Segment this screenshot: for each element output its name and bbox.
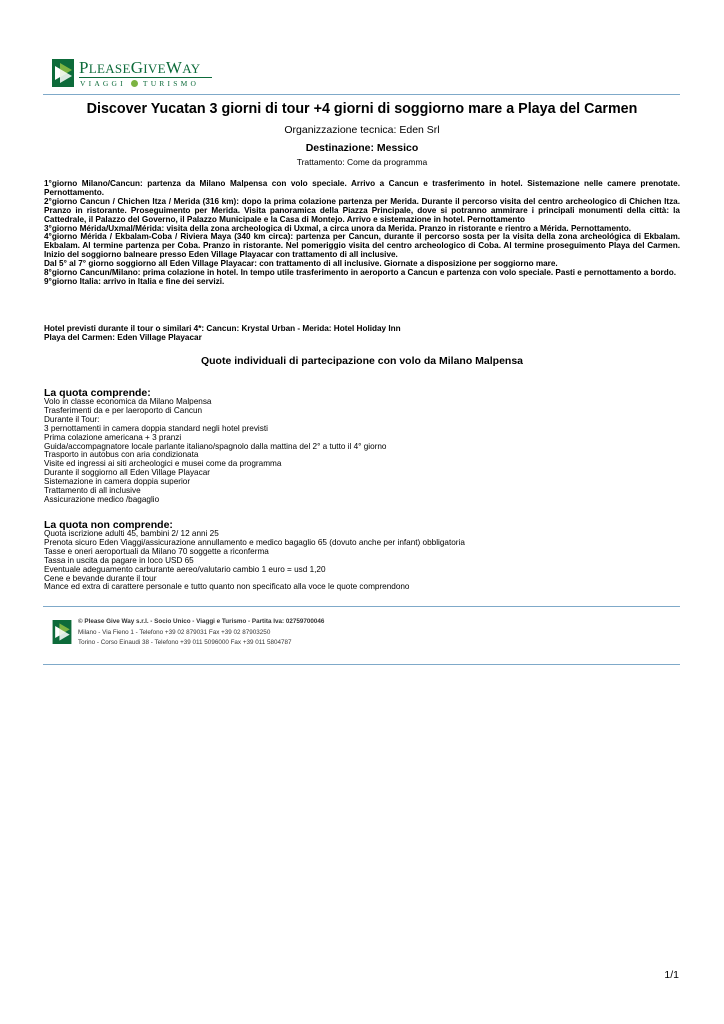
logo-mark-icon [52,59,74,87]
list-item: Prenota sicuro Eden Viaggi/assicurazione annullamento e medico bagaglio 65 (dovuto anche per infant) obbligatoria [44,537,465,547]
list-item: Durante il Tour: [44,414,100,424]
footer-text [78,617,324,649]
footer-company: © Please Give Way s.r.l. - Socio Unico - Viaggi e Turismo - Partita Iva: 02759700046 [78,618,325,625]
list-item: Volo in classe economica da Milano Malpensa [44,397,212,406]
itinerary-day-4: 4°giorno Mérida / Ekbalam-Coba / Riviera Maya (340 km circa): partenza per Cancun, durante il percorso sosta per la visita della zona archeológica di Ekbalam. Ekbalam. Al termine partenza per Coba. Pranzo in ristorante. Nel pomeriggio visita del centro archeologico di Coba. Al termine proseguimento Playa del Carmen. Inizio del soggiorno balneare presso Eden Village Playacar con trattamento di all inclusive. [44,232,680,260]
list-item: Quota iscrizione adulti 45, bambini 2/ 12 anni 25 [44,529,219,538]
list-item: Durante il soggiorno all Eden Village Playacar [44,468,210,478]
itinerary-day-3: 3°giorno Mérida/Uxmal/Mérida: visita della zona archeologica di Uxmal, a circa unora da Merida. Pranzo in ristorante e rientro a Mérida. Pernottamento. [44,223,632,233]
quote-title: Quote individuali di partecipazione con volo da Milano Malpensa [200,355,524,367]
comprende-heading: La quota comprende: [44,387,151,399]
footer-divider-bottom [43,664,680,665]
non-comprende-list [44,530,684,592]
itinerary-day-9: 9°giorno Italia: arrivo in Italia e fine dei servizi. [44,276,225,286]
list-item: Visite ed ingressi ai siti archeologici e musei come da programma [44,459,282,469]
itinerary-day-8: 8°giorno Cancun/Milano: prima colazione in hotel. In tempo utile trasferimento in aeroporto a Cancun e partenza con volo speciale. Pasti e pernottamento a bordo. [44,268,676,278]
list-item: Trasporto in autobus con aria condizionata [44,450,199,460]
non-comprende-heading: La quota non comprende: [44,519,173,531]
itinerary-day-1: 1°giorno Milano/Cancun: partenza da Milano Malpensa con volo speciale. Arrivo a Cancun e trasferimento in hotel. Sistemazione nelle camere prenotate. Pernottamento. [44,179,680,197]
logo-leaf-icon [131,80,138,87]
hotels-line: Hotel previsti durante il tour o similari 4*: Cancun: Krystal Urban - Merida: Hotel Holiday Inn [44,324,401,333]
logo-subtitle: VIAGGI TURISMO [80,79,200,88]
footer-divider-top [43,606,680,607]
itinerary-day-5-7: Dal 5° al 7° giorno soggiorno all Eden Village Playacar: con trattamento di all inclusive. Giornate a disposizione per soggiorno mare. [44,259,558,269]
itinerary [44,180,680,287]
hotels [44,325,680,343]
list-item: Guida/accompagnatore locale parlante italiano/spagnolo dalla mattina del 2° a tutto il 4° giorno [44,441,387,451]
page-title: Discover Yucatan 3 giorni di tour +4 giorni di soggiorno mare a Playa del Carmen [86,101,638,117]
trattamento: Trattamento: Come da programma [296,157,428,167]
header-divider [43,94,680,95]
logo-rule [79,77,212,78]
list-item: Prima colazione americana + 3 pranzi [44,432,182,442]
itinerary-day-2: 2°giorno Cancun / Chichen Itza / Merida (316 km): dopo la prima colazione partenza per Merida. Durante il percorso visita del centro archeologico di Chichen Itza. Pranzo in ristorante. Proseguimento per Merida. Visita panoramica della Piazza Principale, dove si potranno ammirare i principali monumenti della città: la Cattedrale, il Palazzo del Governo, il Palazzo Municipale e la Casa di Montejo. Arrivo e sistemazione in hotel. Pernottamento [44,196,680,224]
footer-torino: Torino - Corso Einaudi 38 - Telefono +39 011 5096000 Fax +39 011 5804787 [78,639,292,647]
list-item: Tassa in uscita da pagare in loco USD 65 [44,555,194,565]
footer-milano: Milano - Via Fieno 1 - Telefono +39 02 879031 Fax +39 02 87903250 [78,628,271,636]
organizzazione: Organizzazione tecnica: Eden Srl [284,124,440,136]
footer-logo-icon [52,620,72,649]
destinazione: Destinazione: Messico [305,142,419,154]
list-item: Tasse e oneri aeroportuali da Milano 70 soggette a riconferma [44,546,269,556]
list-item: Eventuale adeguamento carburante aereo/valutario cambio 1 euro = usd 1,20 [44,564,326,574]
list-item: Cene e bevande durante il tour [44,573,157,583]
list-item: 3 pernottamenti in camera doppia standard negli hotel previsti [44,423,268,433]
list-item: Trattamento di all inclusive [44,486,141,496]
list-item: Sistemazione in camera doppia superior [44,477,191,487]
comprende-list [44,398,684,505]
list-item: Mance ed extra di carattere personale e tutto quanto non specificato alla voce le quote comprendono [44,582,410,592]
list-item: Trasferimenti da e per laeroporto di Cancun [44,405,203,415]
list-item: Assicurazione medico /bagaglio [44,494,160,504]
logo-wordmark: PLEASEGIVEWAY [79,58,201,77]
page-number: 1/1 [664,969,679,981]
company-logo [52,58,212,90]
hotels-line: Playa del Carmen: Eden Village Playacar [44,332,202,342]
